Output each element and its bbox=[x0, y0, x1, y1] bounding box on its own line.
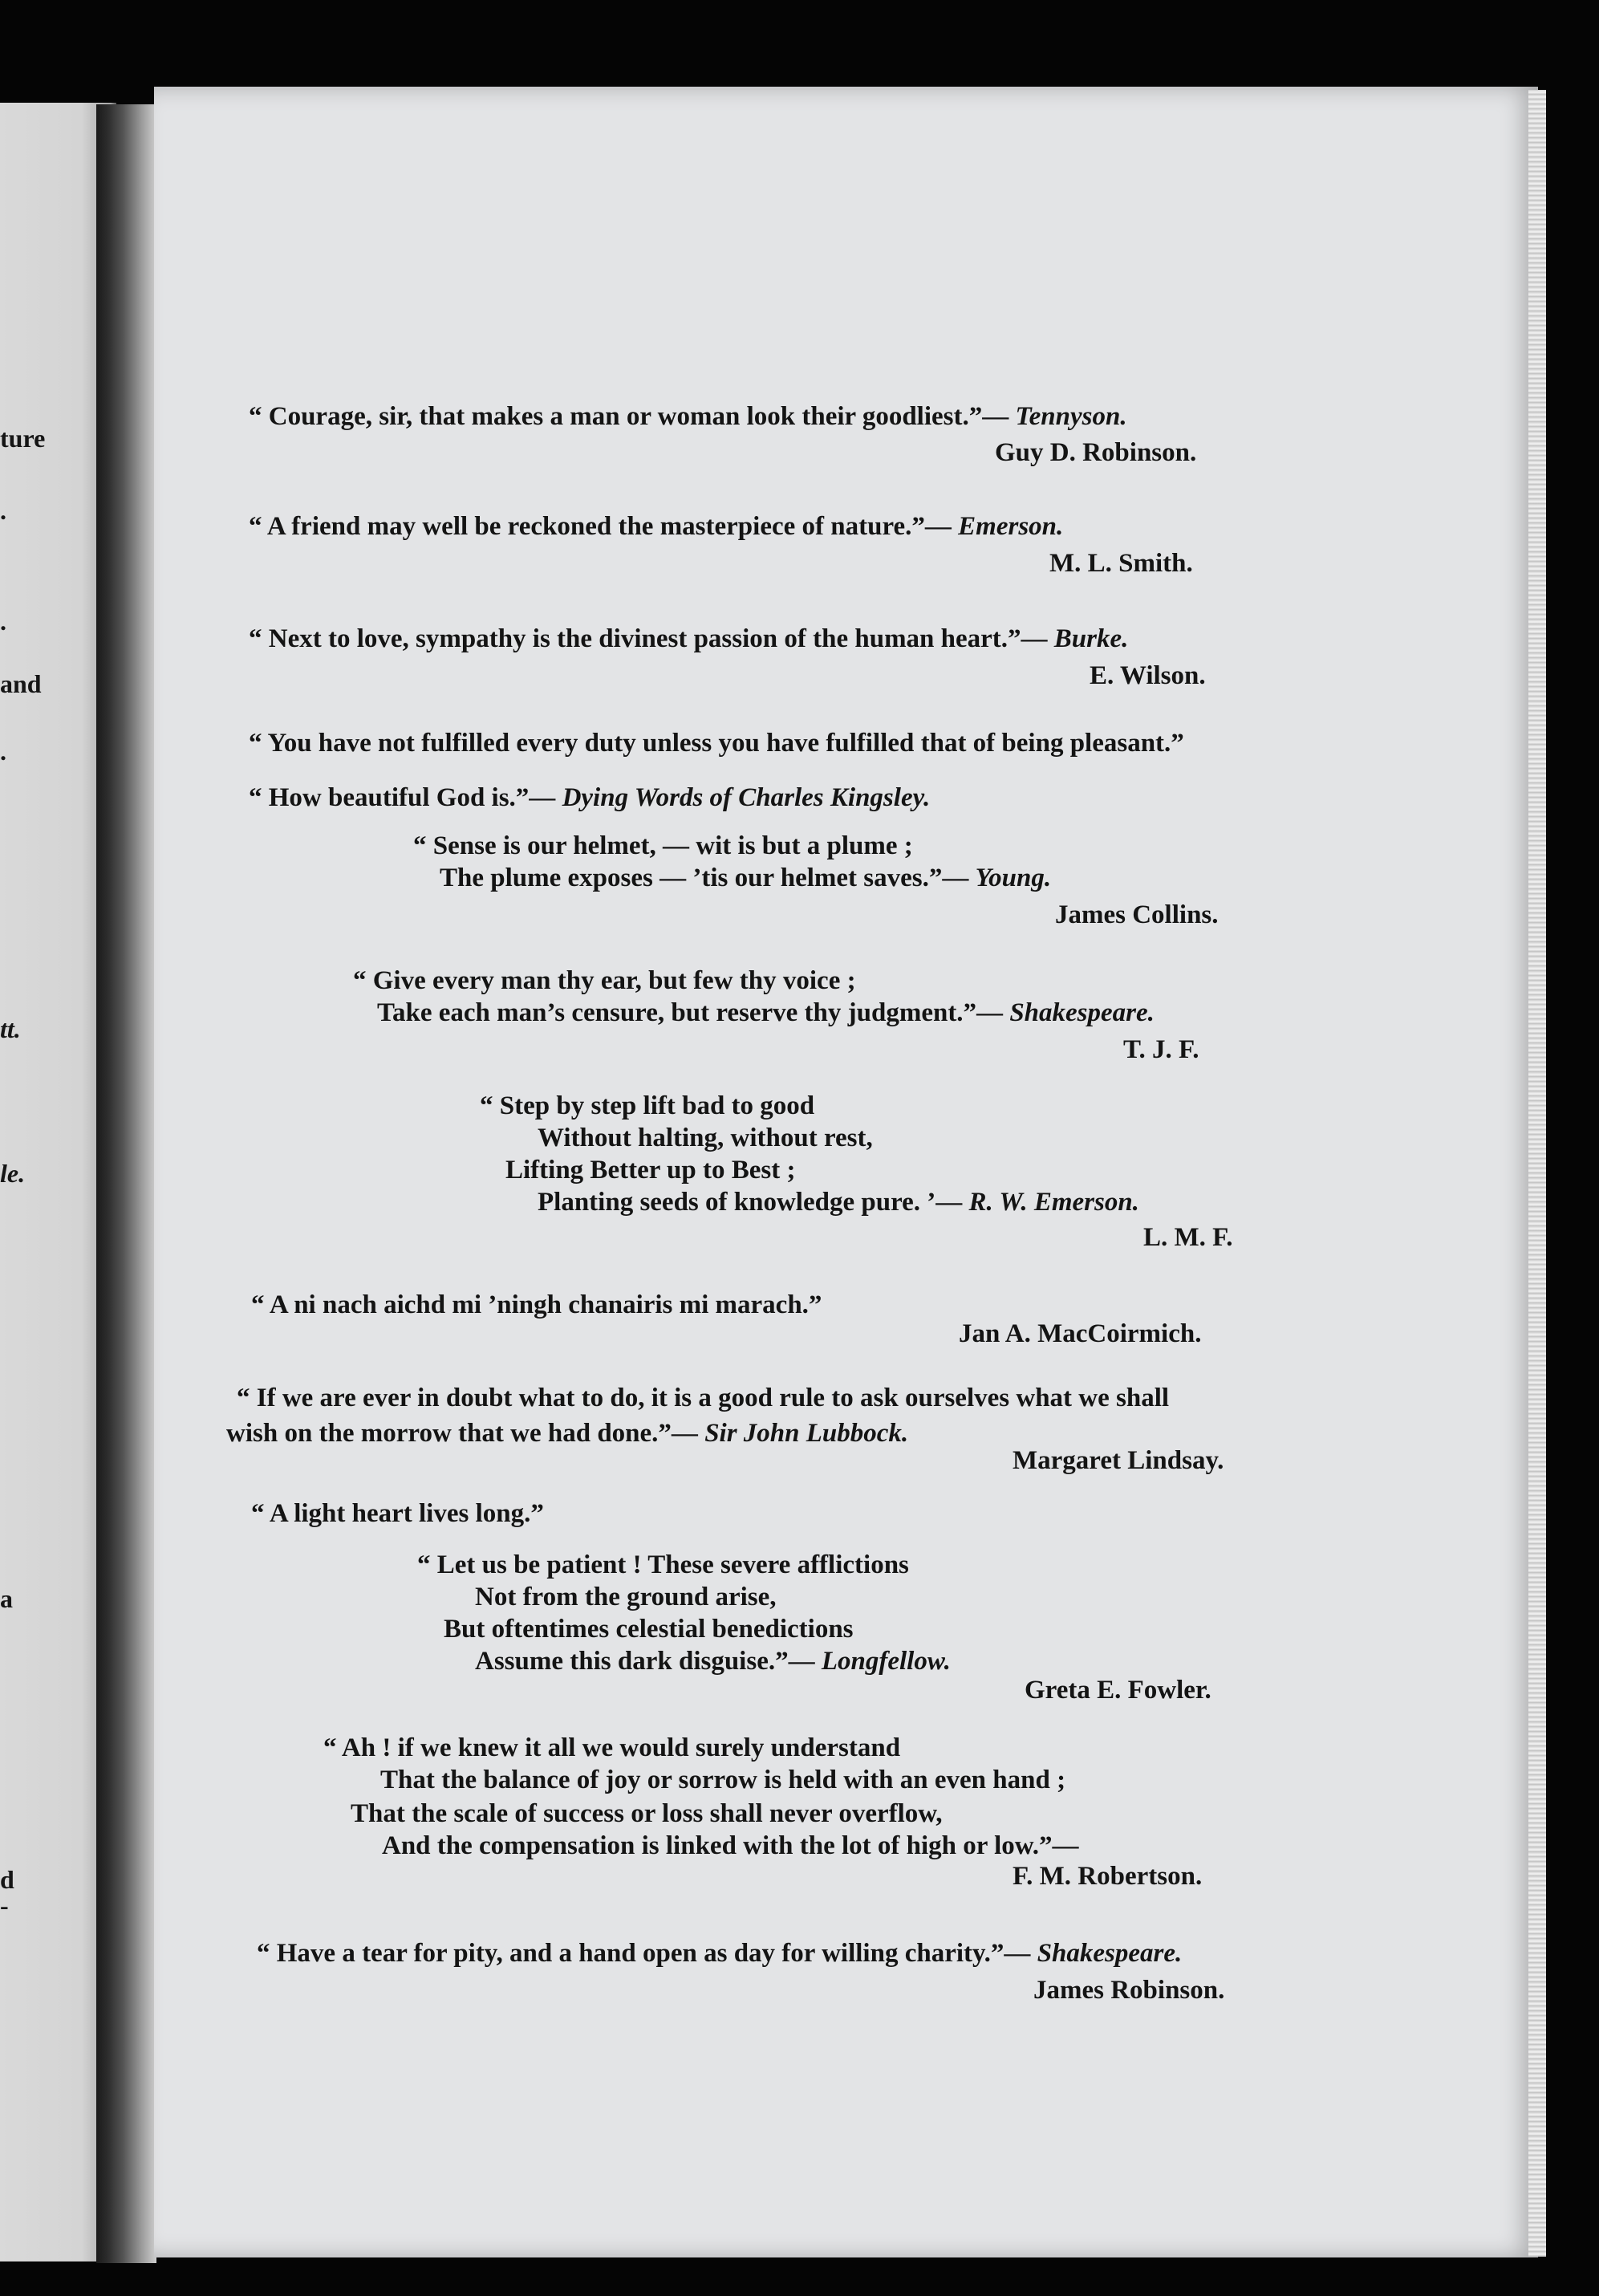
quote-line bbox=[249, 785, 930, 811]
left-fragment: le. bbox=[0, 1159, 26, 1188]
quote-text: Without halting, without rest, bbox=[538, 1124, 873, 1152]
left-fragment: . bbox=[0, 607, 6, 636]
quote-line bbox=[377, 1000, 1155, 1026]
quote-text: Planting seeds of knowledge pure. ’— bbox=[538, 1188, 969, 1217]
quote-text: “ Step by step lift bad to good bbox=[480, 1091, 815, 1120]
left-fragment: and bbox=[0, 669, 42, 698]
quote-line bbox=[480, 1093, 814, 1120]
quote-text: “ You have not fulfilled every duty unless you have fulfilled that of being pleasant.” bbox=[249, 729, 1184, 758]
quote-author: L. M. F. bbox=[1143, 1223, 1233, 1252]
quote-line bbox=[257, 1940, 1182, 1967]
quote-author: Jan A. MacCoirmich. bbox=[959, 1319, 1202, 1348]
quote-line bbox=[440, 865, 1051, 892]
quote-text: “ Ah ! if we knew it all we would surely understand bbox=[323, 1733, 901, 1762]
quote-line bbox=[226, 1420, 908, 1447]
quote-line bbox=[237, 1385, 1169, 1412]
left-fragment: tt. bbox=[0, 1014, 21, 1043]
quote-text: Assume this dark disguise.”— bbox=[475, 1647, 822, 1676]
quote-author: E. Wilson. bbox=[1090, 661, 1206, 690]
left-fragment: a bbox=[0, 1584, 13, 1613]
quote-text: That the balance of joy or sorrow is held with an even hand ; bbox=[380, 1766, 1066, 1794]
quote-line bbox=[417, 1552, 909, 1579]
book-gutter bbox=[96, 104, 156, 2263]
quote-text: “ Next to love, sympathy is the divinest passion of the human heart.”— bbox=[249, 624, 1054, 653]
quote-citation: Sir John Lubbock. bbox=[704, 1419, 909, 1448]
quote-citation: Tennyson. bbox=[1015, 402, 1127, 431]
quote-line bbox=[475, 1584, 777, 1611]
page-edge bbox=[1528, 90, 1546, 2257]
quote-author: James Collins. bbox=[1055, 900, 1219, 929]
quote-text: Take each man’s censure, but reserve thy judgment.”— bbox=[377, 998, 1010, 1027]
quote-author: James Robinson. bbox=[1033, 1976, 1225, 2005]
quote-line bbox=[251, 1501, 544, 1527]
quote-citation: Burke. bbox=[1053, 624, 1129, 653]
quote-citation: Emerson. bbox=[958, 512, 1064, 541]
left-fragment: - bbox=[0, 1891, 9, 1920]
quote-text: “ Courage, sir, that makes a man or woman look their goodliest.”— bbox=[249, 402, 1016, 431]
quote-author: Guy D. Robinson. bbox=[995, 438, 1197, 467]
quote-line bbox=[249, 514, 1063, 540]
quote-line bbox=[413, 833, 913, 859]
quote-line bbox=[475, 1648, 951, 1675]
quote-citation: Shakespeare. bbox=[1009, 998, 1155, 1027]
quote-line bbox=[538, 1125, 873, 1152]
quote-text: “ Let us be patient ! These severe afflictions bbox=[417, 1550, 909, 1579]
quote-line bbox=[351, 1801, 943, 1827]
quote-author: M. L. Smith. bbox=[1049, 549, 1193, 578]
quote-text: “ A friend may well be reckoned the masterpiece of nature.”— bbox=[249, 512, 959, 541]
quote-text: But oftentimes celestial benedictions bbox=[444, 1615, 854, 1644]
quote-line bbox=[353, 968, 856, 994]
quote-text: Not from the ground arise, bbox=[475, 1583, 777, 1611]
quote-text: “ If we are ever in doubt what to do, it is a good rule to ask ourselves what we shall bbox=[237, 1384, 1170, 1412]
quote-author: F. M. Robertson. bbox=[1013, 1862, 1203, 1891]
quote-text: And the compensation is linked with the lot of high or low.”— bbox=[382, 1831, 1079, 1860]
quote-line bbox=[249, 626, 1128, 652]
quote-text: The plume exposes — ’tis our helmet saves.”— bbox=[440, 864, 976, 892]
quote-text: “ Give every man thy ear, but few thy voice ; bbox=[353, 966, 856, 995]
quote-line bbox=[249, 404, 1127, 430]
quote-line bbox=[538, 1189, 1139, 1216]
quote-line bbox=[380, 1767, 1065, 1794]
quote-text: “ A ni nach aichd mi ’ningh chanairis mi marach.” bbox=[251, 1290, 822, 1319]
quote-line bbox=[249, 730, 1184, 757]
left-fragment: d bbox=[0, 1865, 14, 1894]
left-fragment: ture bbox=[0, 424, 46, 453]
quote-author: Greta E. Fowler. bbox=[1025, 1676, 1211, 1705]
quote-citation: Young. bbox=[975, 864, 1052, 892]
quote-author: Margaret Lindsay. bbox=[1013, 1446, 1224, 1475]
quote-line bbox=[251, 1292, 822, 1319]
left-fragment: . bbox=[0, 737, 6, 766]
quote-citation: Dying Words of Charles Kingsley. bbox=[562, 783, 931, 812]
left-fragment: . bbox=[0, 496, 6, 525]
quote-citation: R. W. Emerson. bbox=[968, 1188, 1139, 1217]
quote-author: T. J. F. bbox=[1123, 1035, 1199, 1064]
quote-text: wish on the morrow that we had done.”— bbox=[226, 1419, 705, 1448]
quote-text: That the scale of success or loss shall never overflow, bbox=[351, 1799, 943, 1828]
quote-citation: Longfellow. bbox=[821, 1647, 951, 1676]
quote-text: “ How beautiful God is.”— bbox=[249, 783, 562, 812]
quote-text: “ Sense is our helmet, — wit is but a plume ; bbox=[413, 831, 913, 860]
quote-text: “ A light heart lives long.” bbox=[251, 1499, 544, 1528]
quote-line bbox=[444, 1616, 854, 1643]
quote-line bbox=[382, 1833, 1079, 1859]
quote-text: “ Have a tear for pity, and a hand open as day for willing charity.”— bbox=[257, 1939, 1037, 1968]
quote-line bbox=[323, 1735, 900, 1762]
quote-text: Lifting Better up to Best ; bbox=[505, 1156, 796, 1185]
quote-line bbox=[505, 1157, 795, 1184]
quote-citation: Shakespeare. bbox=[1037, 1939, 1183, 1968]
